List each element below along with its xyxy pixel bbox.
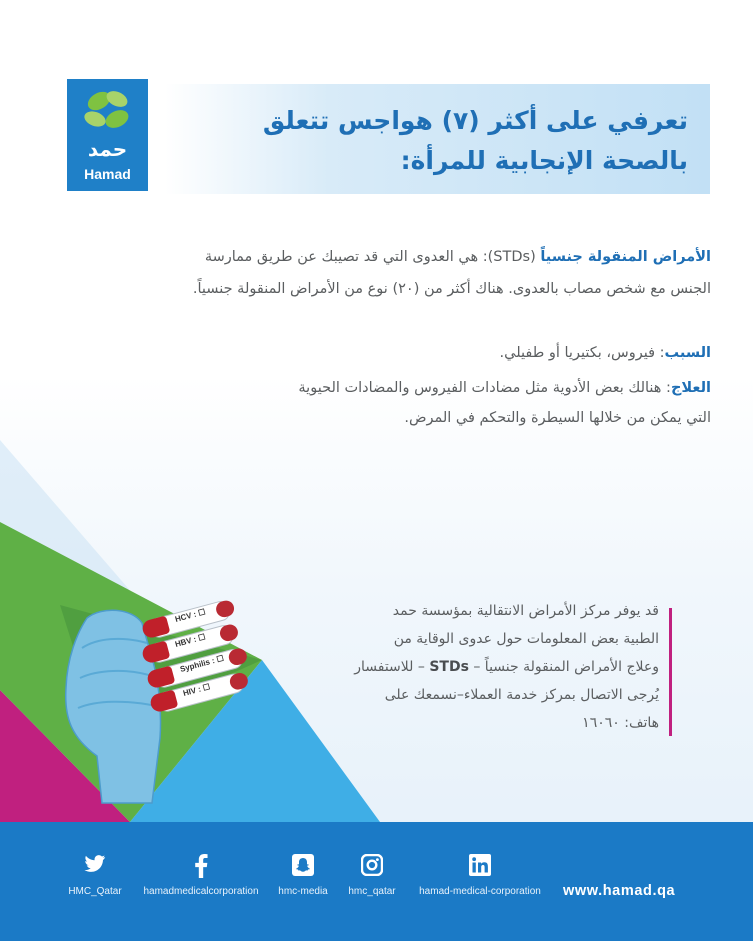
logo-latin-text: Hamad: [84, 166, 131, 182]
info-line-3c: – للاستفسار: [354, 659, 425, 675]
social-twitter[interactable]: [62, 854, 128, 897]
footer: [0, 822, 753, 941]
title-line-2: بالصحة الإنجابية للمرأة:: [400, 146, 688, 175]
definition-term: الأمراض المنقولة جنسياً: [540, 249, 711, 265]
info-line-4: يُرجى الاتصال بمركز خدمة العملاء–نسمعك على: [384, 687, 659, 703]
social-snapchat[interactable]: [270, 854, 336, 897]
instagram-handle[interactable]: hmc_qatar: [348, 886, 396, 897]
info-line-1: قد يوفر مركز الأمراض الانتقالية بمؤسسة حمد: [392, 603, 659, 619]
cause-label: السبب: [664, 345, 711, 361]
instagram-icon[interactable]: [342, 854, 402, 878]
treatment-line-2: التي يمكن من خلالها السيطرة والتحكم في المرض.: [404, 410, 711, 426]
logo-arabic-text: حمد: [87, 137, 128, 161]
info-stds: STDs: [429, 659, 469, 675]
tube-label-hiv: HIV : ☐: [182, 682, 212, 698]
info-line-3a: وعلاج الأمراض المنقولة جنسياً –: [473, 659, 659, 675]
info-line-5: هاتف: ١٦٠٦٠: [582, 715, 659, 731]
definition-text-1: : هي العدوى التي قد تصيبك عن طريق ممارسة: [204, 249, 488, 265]
social-facebook[interactable]: [140, 854, 262, 897]
social-linkedin[interactable]: [412, 854, 548, 897]
linkedin-icon[interactable]: [412, 854, 548, 878]
title-line-1: تعرفي على أكثر (٧) هواجس تتعلق: [262, 106, 688, 135]
info-accent-bar: [669, 608, 672, 736]
info-line-3: [354, 659, 659, 675]
info-block: [320, 603, 672, 739]
facebook-icon[interactable]: [140, 854, 262, 878]
snapchat-handle[interactable]: hmc-media: [278, 886, 328, 897]
linkedin-handle[interactable]: hamad-medical-corporation: [419, 886, 541, 897]
tube-blood: [214, 599, 236, 619]
treatment-label: العلاج: [670, 380, 711, 396]
facebook-handle[interactable]: hamadmedicalcorporation: [143, 886, 259, 897]
definition-abbr: (STDs): [487, 249, 536, 265]
tube-label-hcv: HCV : ☐: [174, 607, 207, 624]
tube-blood: [218, 623, 240, 643]
twitter-handle[interactable]: HMC_Qatar: [68, 886, 122, 897]
tube-label-hbv: HBV : ☐: [174, 632, 207, 649]
treatment-text-1: : هنالك بعض الأدوية مثل مضادات الفيروس والمضادات الحيوية: [298, 380, 671, 396]
twitter-icon[interactable]: [62, 854, 128, 878]
tube-blood: [227, 647, 249, 667]
tube-blood: [228, 671, 250, 691]
snapchat-icon[interactable]: [270, 854, 336, 878]
social-instagram[interactable]: [342, 854, 402, 897]
definition-line-2: الجنس مع شخص مصاب بالعدوى. هناك أكثر من (٢٠) نوع من الأمراض المنقولة جنسياً.: [192, 281, 711, 297]
info-line-2: الطبية بعض المعلومات حول عدوى الوقاية من: [393, 631, 659, 647]
website-link[interactable]: www.hamad.qa: [563, 883, 676, 899]
cause-text: : فيروس، بكتيريا أو طفيلي.: [499, 345, 665, 361]
tube-label-syphilis: Syphilis : ☐: [179, 653, 225, 674]
